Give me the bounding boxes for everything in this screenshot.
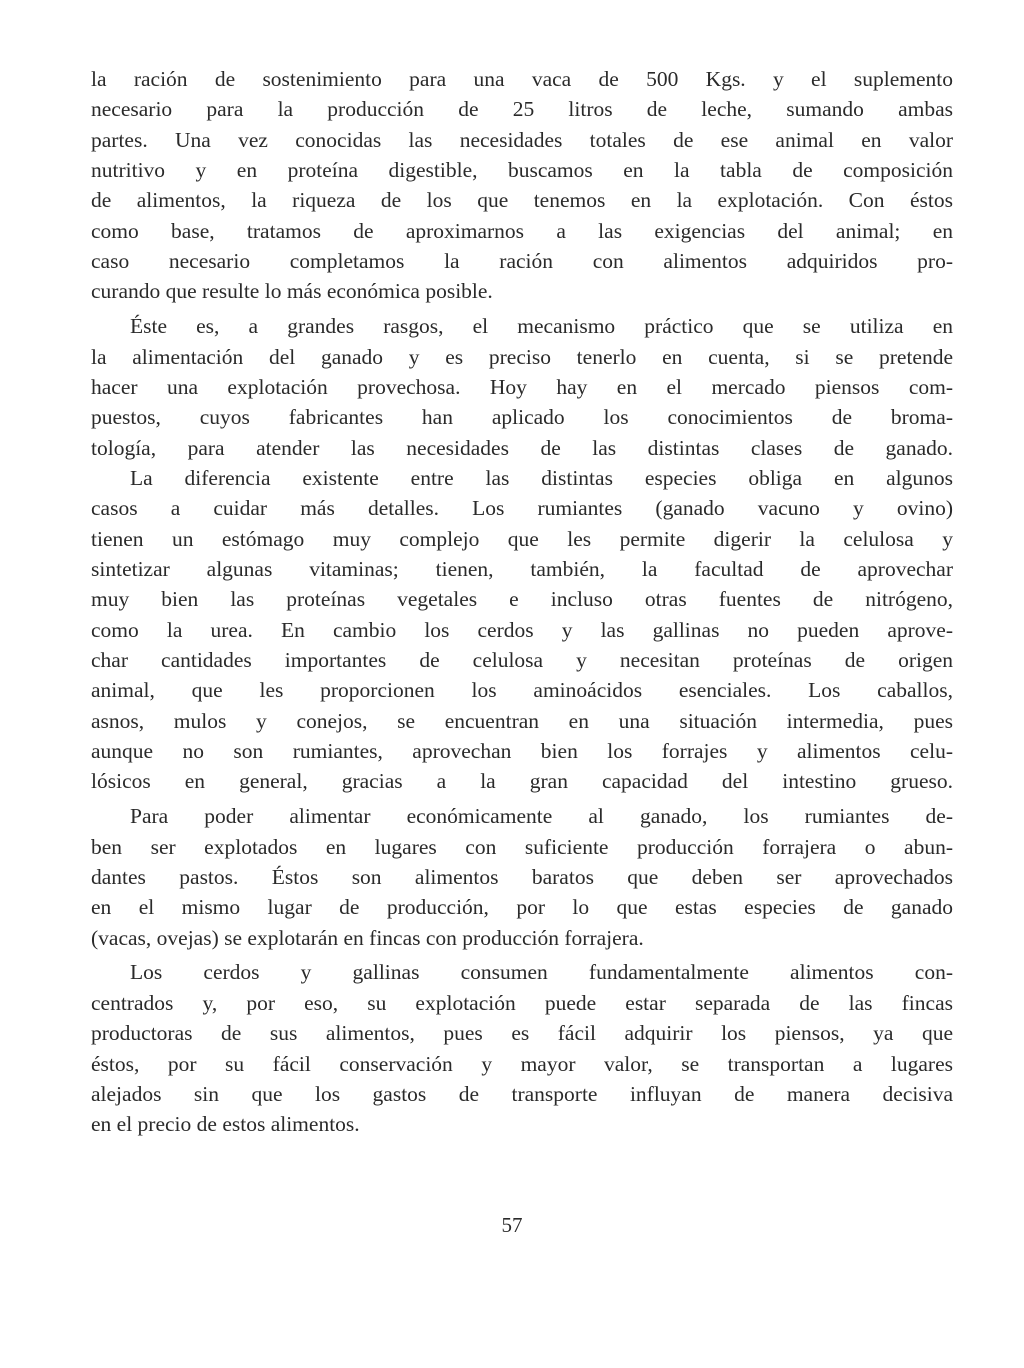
text-line: como base, tratamos de aproximarnos a las exigencias del animal; en: [91, 218, 953, 243]
text-line: La diferencia existente entre las distintas especies obliga en algunos: [130, 465, 953, 490]
text-line: (vacas, ovejas) se explotarán en fincas con producción forrajera.: [91, 925, 644, 950]
paragraph-5: [91, 957, 953, 1139]
text-line: en el mismo lugar de producción, por lo que estas especies de ganado: [91, 895, 953, 920]
text-line: nutritivo y en proteína digestible, buscamos en la tabla de composición: [91, 158, 953, 183]
text-line: casos a cuidar más detalles. Los rumiantes (ganado vacuno y ovino): [91, 496, 953, 521]
text-line: char cantidades importantes de celulosa y necesitan proteínas de origen: [91, 648, 953, 673]
text-line: productoras de sus alimentos, pues es fácil adquirir los piensos, ya que: [91, 1021, 953, 1046]
text-line: tienen un estómago muy complejo que les permite digerir la celulosa y: [91, 526, 953, 551]
text-line: necesario para la producción de 25 litros de leche, sumando ambas: [91, 97, 953, 122]
paragraph-3: [91, 463, 953, 797]
text-line: como la urea. En cambio los cerdos y las gallinas no pueden aprove-: [91, 617, 953, 642]
text-line: aunque no son rumiantes, aprovechan bien los forrajes y alimentos celu-: [91, 739, 953, 764]
text-line: Los cerdos y gallinas consumen fundamentalmente alimentos con-: [130, 960, 953, 985]
page-body: [91, 64, 953, 1140]
text-line: sintetizar algunas vitaminas; tienen, también, la facultad de aprovechar: [91, 557, 953, 581]
text-line: lósicos en general, gracias a la gran capacidad del intestino grueso.: [91, 769, 953, 794]
text-line: centrados y, por eso, su explotación puede estar separada de las fincas: [91, 990, 953, 1015]
paragraph-4: [91, 801, 953, 953]
text-line: tología, para atender las necesidades de las distintas clases de ganado.: [91, 435, 953, 460]
text-line: hacer una explotación provechosa. Hoy hay en el mercado piensos com-: [91, 374, 953, 399]
text-line: la alimentación del ganado y es preciso tenerlo en cuenta, si se pretende: [91, 344, 953, 369]
text-line: alejados sin que los gastos de transporte influyan de manera decisiva: [91, 1081, 953, 1106]
text-line: dantes pastos. Éstos son alimentos baratos que deben ser aprovechados: [91, 864, 953, 889]
page-number: 57: [501, 1213, 523, 1237]
text-line: de alimentos, la riqueza de los que tenemos en la explotación. Con éstos: [91, 188, 953, 213]
paragraph-2: [91, 311, 953, 463]
text-line: la ración de sostenimiento para una vaca de 500 Kgs. y el suplemento: [91, 67, 953, 91]
text-line: curando que resulte lo más económica posible.: [91, 279, 493, 304]
text-line: caso necesario completamos la ración con alimentos adquiridos pro-: [91, 249, 953, 274]
text-line: partes. Una vez conocidas las necesidades totales de ese animal en valor: [91, 127, 953, 152]
text-line: en el precio de estos alimentos.: [91, 1112, 360, 1137]
text-line: Éste es, a grandes rasgos, el mecanismo práctico que se utiliza en: [130, 314, 953, 339]
text-line: Para poder alimentar económicamente al ganado, los rumiantes de-: [130, 804, 953, 829]
text-line: ben ser explotados en lugares con suficiente producción forrajera o abun-: [91, 834, 953, 859]
text-line: animal, que les proporcionen los aminoácidos esenciales. Los caballos,: [91, 678, 953, 703]
text-line: puestos, cuyos fabricantes han aplicado los conocimientos de broma-: [91, 405, 953, 430]
text-line: éstos, por su fácil conservación y mayor valor, se transportan a lugares: [91, 1051, 953, 1076]
text-line: muy bien las proteínas vegetales e incluso otras fuentes de nitrógeno,: [91, 587, 953, 612]
text-line: asnos, mulos y conejos, se encuentran en una situación intermedia, pues: [91, 708, 953, 733]
paragraph-1: [91, 64, 953, 307]
